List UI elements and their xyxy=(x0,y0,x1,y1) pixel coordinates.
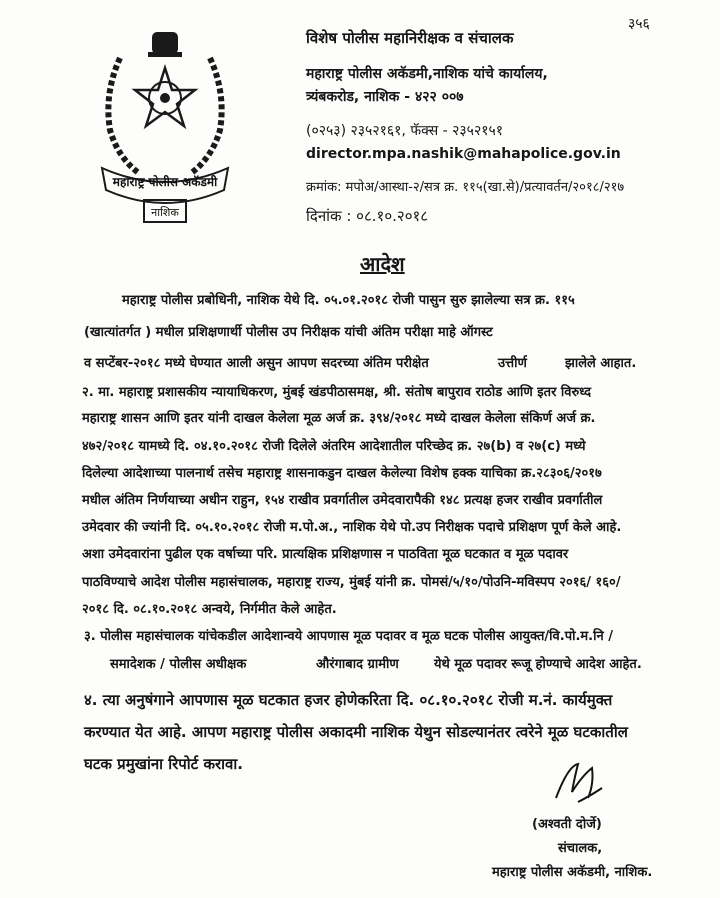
posting-location: औरंगाबाद ग्रामीण xyxy=(316,657,399,672)
para2-line3: ४७२/२०१८ यामध्ये दि. ०४.१०.२०१८ रोजी दिलेले अंतरिम आदेशातील परिच्छेद क्र. २७(b) व २७(c) मध्ये xyxy=(82,439,586,454)
signatory-name: (अश्वती दोर्जे) xyxy=(532,817,602,832)
signatory-designation: संचालक, xyxy=(558,841,603,856)
para1-line2: (खात्यांतर्गत ) मधील प्रशिक्षणार्थी पोलीस उप निरीक्षक यांची अंतिम परीक्षा माहे ऑगस्ट xyxy=(84,325,493,340)
para2-line9: २०१८ दि. ०८.१०.२०१८ अन्वये, निर्गमीत केले आहेत. xyxy=(82,602,337,617)
police-academy-seal xyxy=(82,18,248,228)
office-phone: (०२५३) २३५२१६१, फॅक्स - २३५२१५१ xyxy=(306,123,504,139)
office-address: त्र्यंबकरोड, नाशिक - ४२२ ००७ xyxy=(306,89,464,105)
order-date: दिनांक : ०८.१०.२०१८ xyxy=(306,207,429,225)
para2-line8: पाठविण्याचे आदेश पोलीस महासंचालक, महाराष्ट्र राज्य, मुंबई यांनी क्र. पोमसं/५/१०/पोउनि-मविस्पप २०१६/ १६०/ xyxy=(82,575,621,590)
para3-line2-end: येथे मूळ पदावर रूजू होण्याचे आदेश आहेत. xyxy=(434,657,642,672)
para1-line1: महाराष्ट्र पोलीस प्रबोधिनी, नाशिक येथे दि. ०५.०१.२०१८ रोजी पासुन सुरु झालेल्या सत्र क्र. ११५ xyxy=(122,293,575,308)
para1-line3: व सप्टेंबर-२०१८ मध्ये घेण्यात आली असुन आपण सदरच्या अंतिम परीक्षेत xyxy=(84,356,429,371)
para4-line2: करण्यात येत आहे. आपण महाराष्ट्र पोलीस अकादमी नाशिक येथुन सोडल्यानंतर त्वरेने मूळ घटकातील xyxy=(84,723,628,741)
reference-number: क्रमांक: मपोअ/आस्था-२/सत्र क्र. ११५(खा.से)/प्रत्यावर्तन/२०१८/२१७ xyxy=(306,180,625,195)
page-number: ३५६ xyxy=(628,16,650,32)
seal-text-top: महाराष्ट्र पोलीस अकॅडमी xyxy=(112,175,218,189)
office-email: director.mpa.nashik@mahapolice.gov.in xyxy=(306,146,621,162)
office-name: महाराष्ट्र पोलीस अकॅडमी,नाशिक यांचे कार्यालय, xyxy=(306,66,548,82)
para3-line1: ३. पोलीस महासंचालक यांचेकडील आदेशान्वये आपणास मूळ पदावर व मूळ घटक पोलीस आयुक्त/वि.पो.म.नि / xyxy=(84,629,613,644)
para2-line4: दिलेल्या आदेशाच्या पालनार्थ तसेच महाराष्ट्र शासनाकडुन दाखल केलेल्या विशेष हक्क याचिका क्र.२८३०६/२०१७ xyxy=(82,466,602,481)
para1-line3-end: झालेले आहात. xyxy=(565,356,637,371)
para4-line3: घटक प्रमुखांना रिपोर्ट करावा. xyxy=(84,755,243,773)
para2-line1: २. मा. महाराष्ट्र प्रशासकीय न्यायाधिकरण, मुंबई खंडपीठासमक्ष, श्री. संतोष बापुराव राठोड आणि इतर विरुध्द xyxy=(82,385,592,400)
para2-line5: मधील अंतिम निर्णयाच्या अधीन राहुन, १५४ राखीव प्रवर्गातील उमेदवारापैकी १४८ प्रत्यक्ष हजर राखीव प्रवर्गातील xyxy=(82,493,603,508)
para2-line7: अशा उमेदवारांना पुढील एक वर्षाच्या परि. प्रात्यक्षिक प्रशिक्षणास न पाठविता मूळ घटकात व मूळ पदावर xyxy=(82,547,569,562)
document-title: आदेश xyxy=(360,252,405,276)
result-status: उत्तीर्ण xyxy=(498,356,527,371)
para2-line6: उमेदवार की ज्यांनी दि. ०५.१०.२०१८ रोजी म.पो.अ., नाशिक येथे पो.उप निरीक्षक पदाचे प्रशिक्षण पूर्ण केले आहे. xyxy=(82,520,622,535)
signatory-office: महाराष्ट्र पोलीस अकॅडमी, नाशिक. xyxy=(492,865,653,880)
office-title: विशेष पोलीस महानिरीक्षक व संचालक xyxy=(306,29,514,47)
para4-line1: ४. त्या अनुषंगाने आपणास मूळ घटकात हजर होणेकरिता दि. ०८.१०.२०१८ रोजी म.नं. कार्यमुक्त xyxy=(84,691,613,709)
signature xyxy=(548,758,606,808)
para2-line2: महाराष्ट्र शासन आणि इतर यांनी दाखल केलेला मूळ अर्ज क्र. ३९४/२०१८ मध्ये दाखल केलेला संकिर्ण अर्ज क्र. xyxy=(82,411,596,426)
seal-text-bottom: नाशिक xyxy=(151,206,179,219)
para3-line2: समादेशक / पोलीस अधीक्षक xyxy=(110,657,247,672)
